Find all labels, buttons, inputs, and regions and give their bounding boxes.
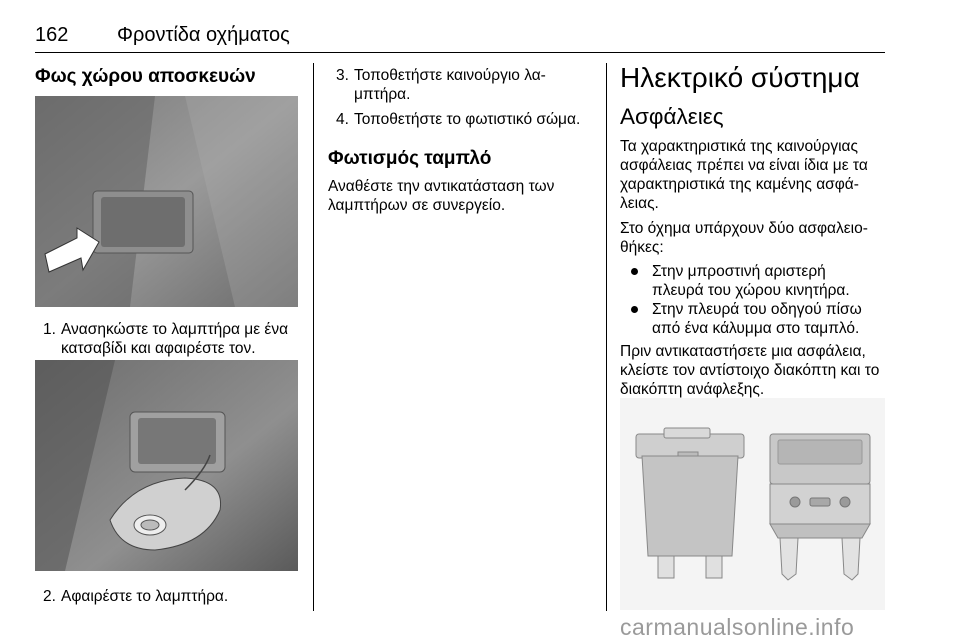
fuses-illustration — [620, 398, 885, 610]
section-title-electrical-system: Ηλεκτρικό σύστημα — [620, 62, 860, 93]
paragraph-line: χαρακτηριστικά της καμένης ασφά- — [620, 176, 859, 193]
step-number: 4. — [336, 111, 349, 128]
section-heading-luggage-light: Φως χώρου αποσκευών — [35, 66, 256, 87]
step-number: 1. — [43, 321, 56, 338]
bullet-dot — [631, 306, 638, 313]
paragraph-line: Στο όχημα υπάρχουν δύο ασφαλειο- — [620, 220, 868, 237]
bullet-dot — [631, 268, 638, 275]
bullet-text: Στην πλευρά του οδηγού πίσω — [652, 301, 862, 318]
page-number: 162 — [35, 24, 69, 46]
paragraph-line: Πριν αντικαταστήσετε μια ασφάλεια, — [620, 343, 866, 360]
paragraph-line: Τα χαρακτηριστικά της καινούργιας — [620, 138, 858, 155]
paragraph-line: διακόπτη ανάφλεξης. — [620, 381, 765, 398]
step-text: Τοποθετήστε το φωτιστικό σώμα. — [354, 111, 581, 128]
bullet-text: πλευρά του χώρου κινητήρα. — [652, 282, 850, 299]
paragraph-line: Αναθέστε την αντικατάσταση των — [328, 178, 555, 195]
chapter-title: Φροντίδα οχήματος — [117, 24, 290, 46]
step-text: κατσαβίδι και αφαιρέστε τον. — [61, 340, 256, 357]
paragraph-line: ασφάλειας πρέπει να είναι ίδια με τα — [620, 157, 868, 174]
page-header — [35, 22, 885, 53]
step-number: 2. — [43, 588, 56, 605]
bulb-removal-image — [35, 360, 298, 571]
paragraph-line: λειας. — [620, 195, 659, 212]
column-divider — [606, 63, 607, 611]
section-heading-dashboard-lighting: Φωτισμός ταμπλό — [328, 148, 492, 169]
column-divider — [313, 63, 314, 611]
step-text: Αφαιρέστε το λαμπτήρα. — [61, 588, 229, 605]
watermark: carmanualsonline.info — [620, 614, 855, 640]
step-number: 3. — [336, 67, 349, 84]
subsection-title-fuses: Ασφάλειες — [620, 104, 724, 129]
bullet-text: Στην μπροστινή αριστερή — [652, 263, 826, 280]
luggage-light-image — [35, 96, 298, 307]
step-text: Τοποθετήστε καινούργιο λα- — [354, 67, 546, 84]
step-text: μπτήρα. — [354, 86, 411, 103]
paragraph-line: κλείστε τον αντίστοιχο διακόπτη και το — [620, 362, 880, 379]
paragraph-line: θήκες: — [620, 239, 664, 256]
bullet-text: από ένα κάλυμμα στο ταμπλό. — [652, 320, 860, 337]
fuse-icon — [636, 428, 744, 578]
step-text: Ανασηκώστε το λαμπτήρα με ένα — [61, 321, 289, 338]
paragraph-line: λαμπτήρων σε συνεργείο. — [328, 197, 506, 214]
